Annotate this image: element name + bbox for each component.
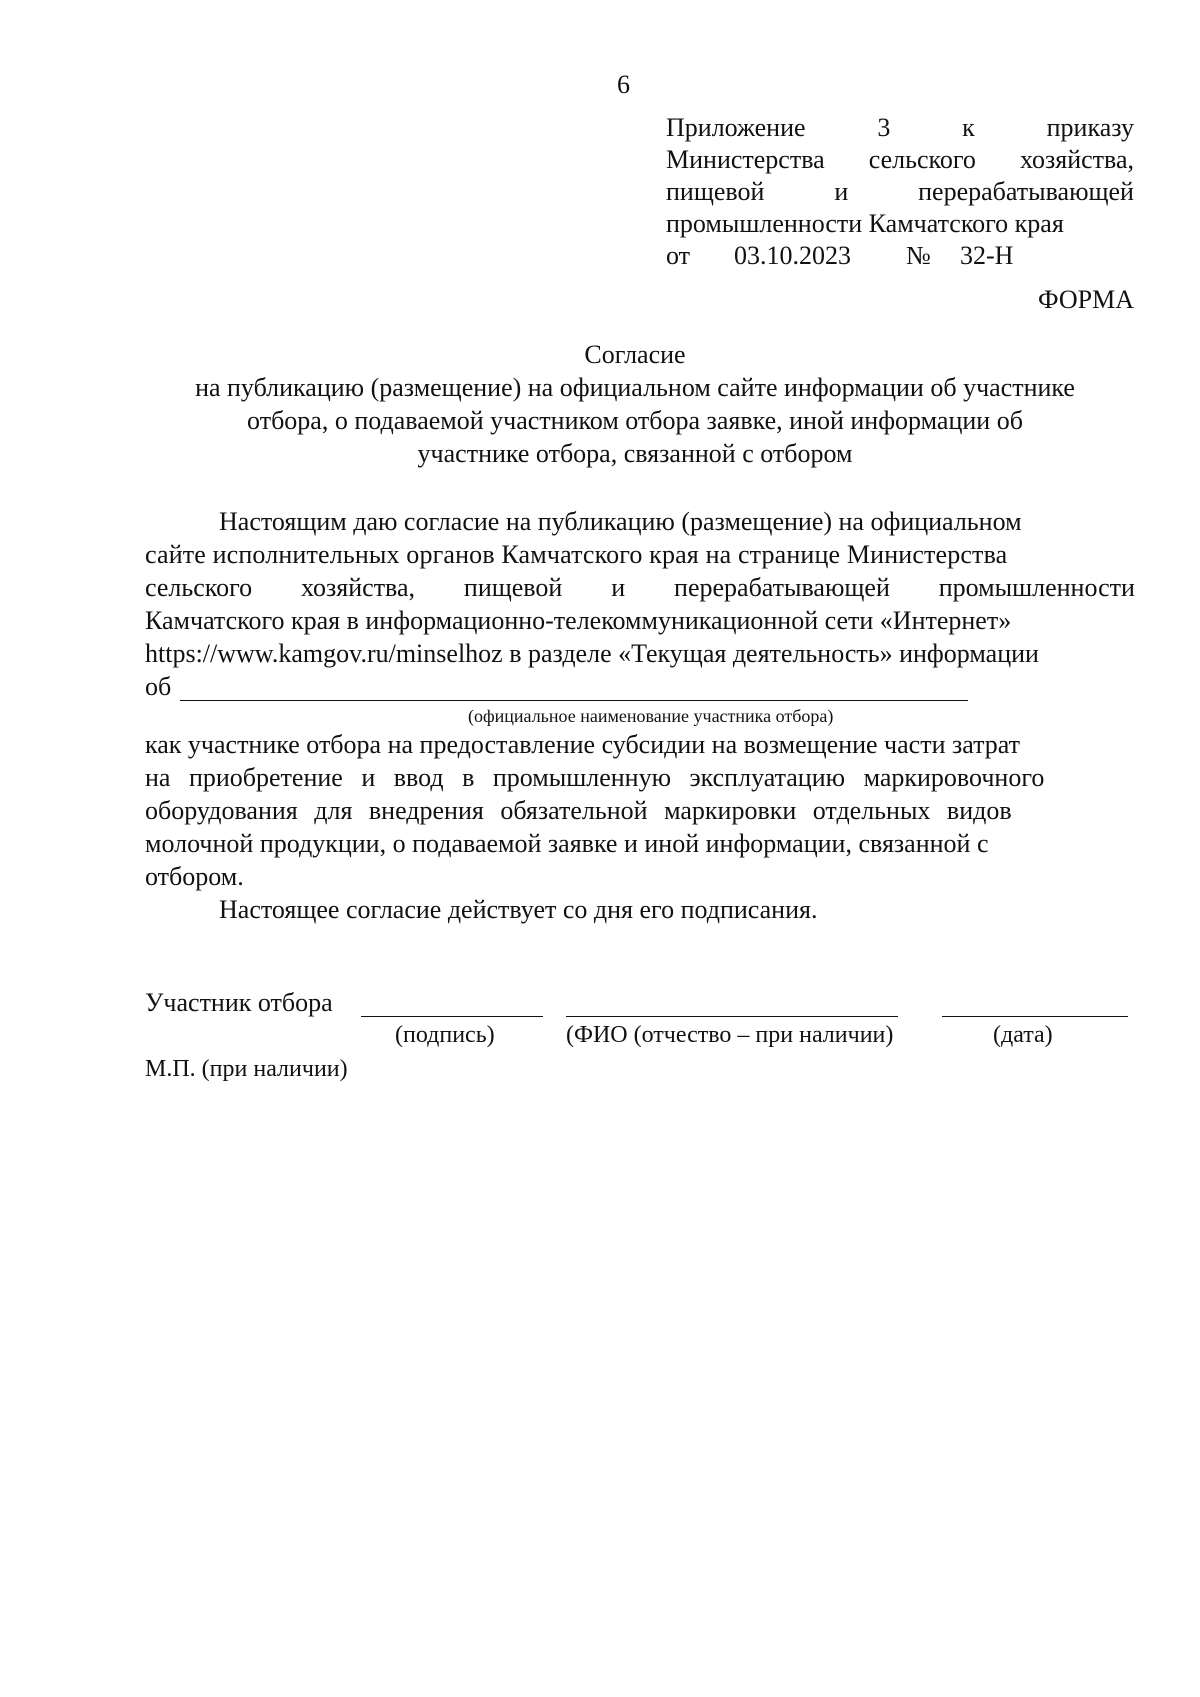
signature-label: Участник отбора [145,988,333,1017]
stamp-label: М.П. (при наличии) [145,1056,348,1082]
paragraph-line [145,670,1135,703]
appendix-date: 03.10.2023 [734,241,851,270]
paragraph-line: как участнике отбора на предоставление субсидии на возмещение части затрат [145,730,1021,759]
appendix-word: Министерства [666,145,825,174]
paragraph-line: Камчатского края в информационно-телекоммуникационной сети «Интернет» [145,606,1012,635]
signature-caption: (подпись) [395,1022,495,1048]
form-label: ФОРМА [1038,285,1134,314]
appendix-line-1 [666,112,1134,144]
signature-field[interactable] [361,1016,543,1017]
appendix-word: сельского [868,145,976,174]
paragraph-line: отбором. [145,862,244,891]
appendix-number-sign: № [906,241,931,270]
appendix-word: хозяйства, [1019,145,1134,174]
appendix-word: и [834,177,849,206]
paragraph-line-justified [145,571,1135,604]
word: промышленности [938,573,1135,602]
appendix-word: перерабатывающей [918,177,1134,206]
appendix-number: 32-Н [960,241,1014,270]
consent-paragraph [145,505,1135,703]
paragraph-line: https://www.kamgov.ru/minselhoz в разделе «Текущая деятельность» информации [145,639,1039,668]
appendix-word: 3 [877,113,891,142]
line-prefix: об [145,672,172,701]
participant-name-field[interactable] [180,700,968,701]
validity-paragraph: Настоящее согласие действует со дня его подписания. [219,895,818,924]
title-line: на публикацию (размещение) на официальном сайте информации об участнике [195,373,1075,402]
word: перерабатывающей [674,573,890,602]
word: пищевой [463,573,563,602]
appendix-date-prefix: от [666,241,691,270]
date-caption: (дата) [993,1022,1053,1048]
date-field[interactable] [942,1016,1128,1017]
word: хозяйства, [301,573,416,602]
full-name-field[interactable] [566,1016,898,1017]
appendix-line-4: промышленности Камчатского края [666,209,1064,238]
appendix-word: Приложение [666,113,806,142]
appendix-word: к [962,113,975,142]
title-heading: Согласие [584,340,686,369]
full-name-caption: (ФИО (отчество – при наличии) [566,1022,894,1048]
appendix-word: приказу [1046,113,1134,142]
paragraph-line: Настоящим даю согласие на публикацию (размещение) на официальном [219,507,1022,536]
document-title [0,338,1200,470]
paragraph-line: оборудования для внедрения обязательной маркировки отдельных видов [145,796,1012,825]
page-number: 6 [617,70,630,99]
paragraph-line: на приобретение и ввод в промышленную эксплуатацию маркировочного [145,763,1045,792]
paragraph-line: молочной продукции, о подаваемой заявке и иной информации, связанной с [145,829,989,858]
appendix-line-2 [666,144,1134,176]
consent-paragraph-continued [145,728,1135,926]
paragraph-line [145,538,1135,571]
word: и [611,573,626,602]
word: сельского [145,573,253,602]
appendix-line-3 [666,176,1134,208]
title-line: отбора, о подаваемой участником отбора заявке, иной информации об [247,406,1023,435]
justified-text: сайте исполнительных органов Камчатского края на странице Министерства [145,540,1008,569]
title-line: участнике отбора, связанной с отбором [417,439,853,468]
appendix-word: пищевой [666,177,765,206]
participant-name-caption: (официальное наименование участника отбора) [468,706,834,726]
